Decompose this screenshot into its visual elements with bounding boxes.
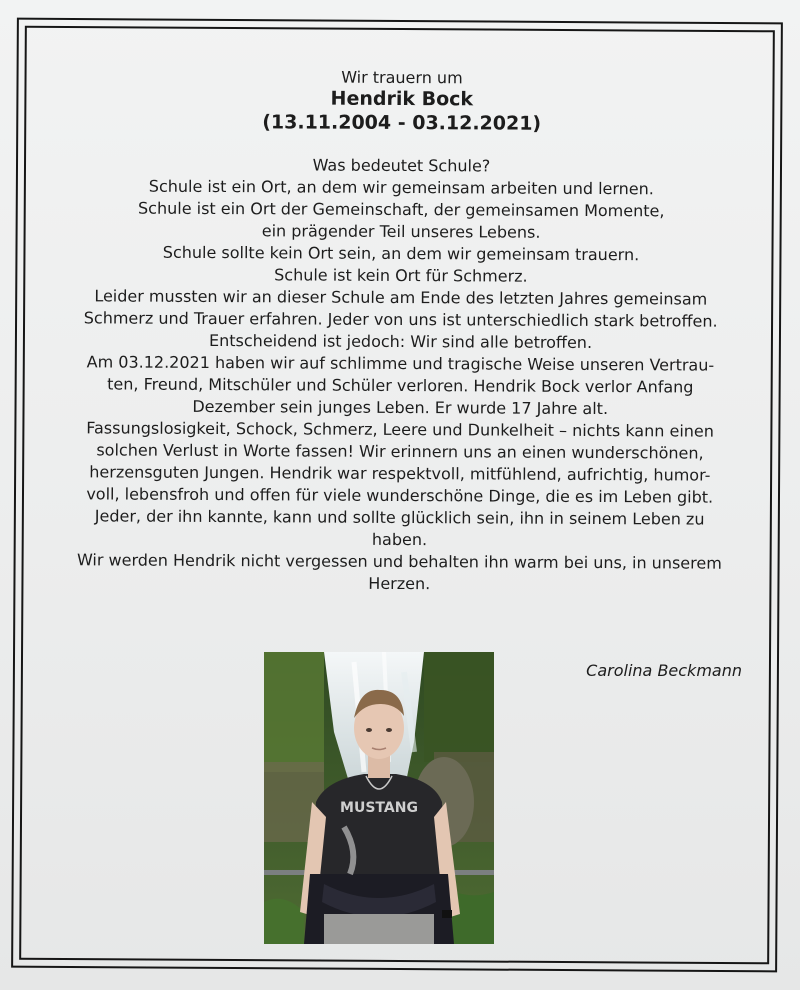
- tribute-line: Schule ist ein Ort der Gemeinschaft, der gemeinsamen Momente,: [137, 198, 665, 221]
- tribute-line: ten, Freund, Mitschüler und Schüler verloren. Hendrik Bock verlor Anfang: [107, 374, 694, 397]
- tribute-line: solchen Verlust in Worte fassen! Wir erinnern uns an einen wunderschönen,: [96, 440, 704, 463]
- shirt-print-text: MUSTANG: [340, 800, 418, 816]
- tribute-line: Jeder, der ihn kannte, kann und sollte glücklich sein, ihn in seinem Leben zu: [94, 506, 705, 529]
- deceased-name: Hendrik Bock: [330, 87, 474, 111]
- tribute-line: Schmerz und Trauer erfahren. Jeder von uns ist unterschiedlich stark betroffen.: [83, 308, 718, 331]
- tribute-line: Entscheidend ist jedoch: Wir sind alle betroffen.: [209, 330, 593, 352]
- memorial-text: [27, 66, 774, 597]
- tribute-line: Herzen.: [368, 573, 431, 594]
- tribute-line: Am 03.12.2021 haben wir auf schlimme und tragische Weise unseren Vertrau-: [86, 352, 715, 375]
- tribute-line: Schule sollte kein Ort sein, an dem wir gemeinsam trauern.: [162, 242, 640, 265]
- tribute-line: ein prägender Teil unseres Lebens.: [261, 221, 541, 242]
- memorial-photo: [264, 652, 494, 944]
- tribute-line: Dezember sein junges Leben. Er wurde 17 Jahre alt.: [192, 396, 609, 419]
- tribute-body: [27, 153, 773, 597]
- tribute-line: Leider mussten wir an dieser Schule am Ende des letzten Jahres gemeinsam: [94, 286, 708, 309]
- tribute-line: haben.: [371, 529, 428, 550]
- tribute-line: Fassungslosigkeit, Schock, Schmerz, Leere und Dunkelheit – nichts kann einen: [86, 418, 714, 441]
- tribute-line: herzensguten Jungen. Hendrik war respektvoll, mitfühlend, aufrichtig, humor-: [89, 462, 711, 485]
- tribute-line: Schule ist ein Ort, an dem wir gemeinsam arbeiten und lernen.: [148, 176, 654, 199]
- tribute-line: Schule ist kein Ort für Schmerz.: [274, 265, 528, 286]
- intro-line: Wir trauern um: [341, 67, 463, 88]
- tribute-line: voll, lebensfroh und offen für viele wunderschöne Dinge, die es im Leben gibt.: [86, 484, 714, 507]
- tribute-line: Was bedeutet Schule?: [312, 155, 491, 176]
- tribute-line: Wir werden Hendrik nicht vergessen und behalten ihn warm bei uns, in unserem: [76, 550, 722, 573]
- signature: Carolina Beckmann: [586, 661, 742, 680]
- life-dates: (13.11.2004 - 03.12.2021): [262, 111, 542, 135]
